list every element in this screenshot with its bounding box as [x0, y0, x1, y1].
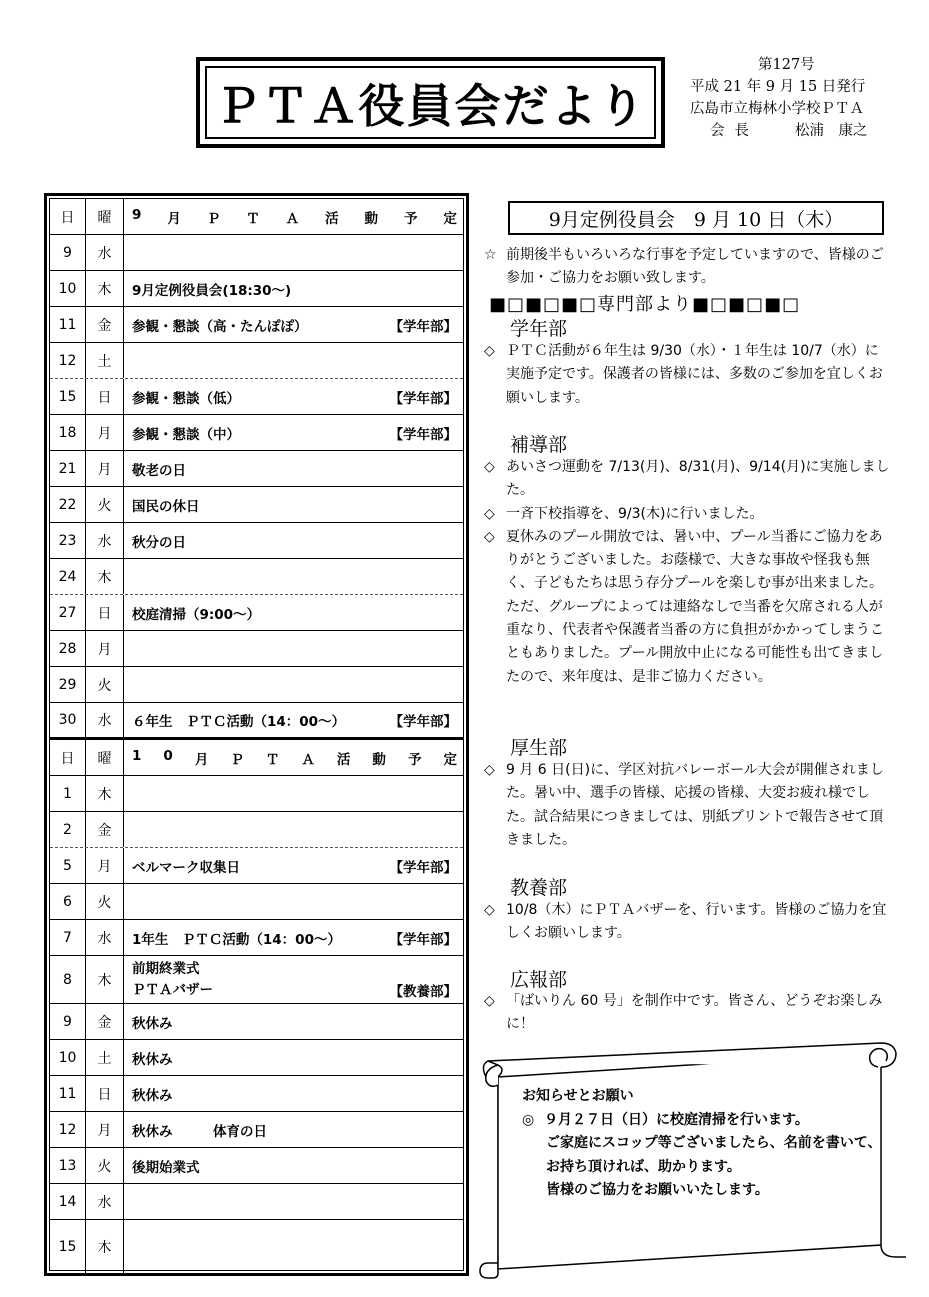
row-day: 23: [50, 523, 86, 558]
row-weekday: 日: [86, 1076, 124, 1111]
header-title: [124, 740, 463, 775]
schedule-row: [50, 1184, 463, 1220]
row-day: 29: [50, 667, 86, 702]
schedule-row: [50, 595, 463, 631]
row-day: 12: [50, 1112, 86, 1147]
october-header-row: [50, 740, 463, 776]
header-title-char: 動: [372, 751, 386, 768]
row-event-cell: [124, 1004, 463, 1039]
row-weekday: 月: [86, 848, 124, 883]
row-day: 11: [50, 307, 86, 342]
row-event: 参観・懇談（高・たんぽぽ）: [132, 318, 308, 335]
header-day-label: 日: [50, 199, 86, 234]
row-weekday: 月: [86, 631, 124, 666]
row-event-cell: [124, 595, 463, 630]
row-day: 5: [50, 848, 86, 883]
row-event: 参観・懇談（中）: [132, 426, 240, 443]
header-weekday-label: 曜: [86, 199, 124, 234]
header-day-label: 日: [50, 740, 86, 775]
header-weekday-label: 曜: [86, 740, 124, 775]
row-event-line1: 前期終業式: [132, 961, 200, 977]
dept-item: [484, 340, 892, 410]
notice-line1: ９月２７日（日）に校庭清掃を行います。: [544, 1111, 809, 1128]
header-title-char: 予: [403, 210, 418, 227]
row-weekday: 水: [86, 703, 124, 737]
header-title-char: 月: [167, 210, 181, 227]
row-weekday: 水: [86, 523, 124, 558]
row-event-cell: [124, 451, 463, 486]
dept-list-hodo: [484, 456, 892, 689]
dept-item-text: 夏休みのプール開放では、暑い中、プール当番にご協力をありがとうございました。お蔭様で、大きな事故や怪我も無く、子どもたちは思う存分プールを楽しむ事が出来ました。ただ、グループによっては連絡なしで当番を欠席される人が重なり、代表者や保護者当番の方に負担がかかってしまうこともありました。プール開放中止になる可能性も出てきましたので、来年度は、是非ご協力ください。: [506, 528, 884, 685]
row-weekday: 土: [86, 343, 124, 378]
schedule-row: [50, 1004, 463, 1040]
row-event-cell: [124, 235, 463, 270]
row-event-cell: [124, 487, 463, 522]
row-weekday: 月: [86, 415, 124, 450]
september-header-row: [50, 199, 463, 235]
row-event: 9月定例役員会(18:30～): [132, 282, 292, 299]
dept-item-text: 10/8（木）にＰＴＡバザーを、行います。皆様のご協力を宜しくお願いします。: [506, 902, 887, 942]
schedule-row: [50, 956, 463, 1004]
header-title-char: 予: [407, 751, 422, 768]
row-weekday: 木: [86, 559, 124, 594]
dept-item-text: 「ばいりん 60 号」を制作中です。皆さん、どうぞお楽しみに！: [506, 993, 883, 1033]
row-event-cell: [124, 1040, 463, 1075]
row-event: 国民の休日: [132, 498, 200, 515]
row-event: 秋休み 体育の日: [132, 1123, 267, 1140]
schedule-row: [50, 1040, 463, 1076]
notice-line3: 皆様のご協力をお願いいたします。: [546, 1182, 769, 1198]
row-day: 9: [50, 235, 86, 270]
row-department-tag: 【学年部】: [389, 931, 457, 948]
row-event-cell: [124, 703, 463, 737]
row-event-cell: [124, 271, 463, 306]
row-event-cell: [124, 1220, 463, 1274]
row-event: 後期始業式: [132, 1159, 200, 1176]
row-day: 8: [50, 956, 86, 1003]
row-event-cell: [124, 1148, 463, 1183]
row-weekday: 水: [86, 1184, 124, 1219]
header-title-char: 0: [163, 747, 173, 764]
header-title-char: 1: [132, 747, 142, 764]
row-event-cell: [124, 415, 463, 450]
notice-line2: ご家庭にスコップ等ございましたら、名前を書いて、お持ち頂ければ、助かります。: [546, 1135, 882, 1175]
row-weekday: 日: [86, 595, 124, 630]
dept-heading-koho: 広報部: [510, 969, 568, 991]
issue-number: 第127号: [758, 57, 815, 73]
dept-item: [484, 526, 892, 689]
row-day: 10: [50, 271, 86, 306]
schedule-row: [50, 1148, 463, 1184]
schedule-row: [50, 487, 463, 523]
schedule-row: [50, 559, 463, 595]
dept-heading-hodo: 補導部: [510, 434, 568, 456]
row-event-cell: [124, 667, 463, 702]
row-weekday: 火: [86, 1148, 124, 1183]
meeting-intro-text: 前期後半もいろいろな行事を予定していますので、皆様のご参加・ご協力をお願い致します。: [506, 247, 884, 287]
diamond-icon: ◇: [484, 343, 495, 359]
chair-line: [690, 120, 915, 142]
schedule-table: [44, 193, 469, 1276]
row-day: 7: [50, 920, 86, 955]
row-event: 校庭清掃（9:00～）: [132, 606, 261, 623]
row-weekday: 火: [86, 884, 124, 919]
departments-banner: ■□■□■□専門部より■□■□■□: [489, 294, 801, 315]
schedule-row: [50, 920, 463, 956]
row-event-cell: [124, 307, 463, 342]
header-title-char: 活: [325, 210, 339, 227]
schedule-row: [50, 884, 463, 920]
row-weekday: 月: [86, 451, 124, 486]
row-event: 秋分の日: [132, 534, 186, 551]
schedule-row: [50, 848, 463, 884]
title-box: [196, 57, 665, 148]
row-event-line2: ＰＴＡバザー: [132, 982, 213, 998]
page-title: ＰＴＡ役員会だより: [214, 78, 647, 133]
schedule-row: [50, 415, 463, 451]
header-title-char: 動: [364, 210, 379, 227]
schedule-row: [50, 343, 463, 379]
star-icon: ☆: [484, 247, 497, 263]
row-event: 秋休み: [132, 1087, 173, 1104]
row-event: 秋休み: [132, 1015, 173, 1032]
row-event-cell: [124, 1076, 463, 1111]
row-day: 24: [50, 559, 86, 594]
dept-item-text: 9 月 6 日(日)に、学区対抗バレーボール大会が開催されました。暑い中、選手の皆様、応援の皆様、大変お疲れ様でした。試合結果につきましては、別紙プリントで報告させて頂きました。: [506, 762, 884, 848]
row-event: ベルマーク収集日: [132, 859, 240, 876]
row-department-tag: 【学年部】: [389, 426, 457, 443]
dept-list-kyoyo: [484, 899, 892, 946]
chair-title: 会長: [710, 123, 759, 139]
header-title-char: 月: [194, 751, 209, 768]
header-title-char: Ｐ: [230, 751, 244, 768]
header-title-char: 活: [336, 751, 351, 768]
row-day: 10: [50, 1040, 86, 1075]
diamond-icon: ◇: [484, 459, 495, 475]
schedule-table-inner: [49, 198, 464, 1271]
meeting-intro: [484, 244, 892, 291]
header-title: [124, 199, 463, 234]
row-day: 22: [50, 487, 86, 522]
schedule-row: [50, 1112, 463, 1148]
row-day: 2: [50, 812, 86, 847]
schedule-row: [50, 776, 463, 812]
notice-title: お知らせとお願い: [522, 1088, 634, 1104]
publication-info: [690, 54, 915, 142]
row-weekday: 火: [86, 667, 124, 702]
row-event-cell: [124, 812, 463, 847]
row-day: 27: [50, 595, 86, 630]
row-weekday: 木: [86, 271, 124, 306]
header-title-char: Ｔ: [246, 210, 260, 227]
meeting-title-box: 9月定例役員会 9 月 10 日（木）: [508, 201, 884, 235]
row-day: 1: [50, 776, 86, 811]
row-day: 14: [50, 1184, 86, 1219]
dept-heading-kosei: 厚生部: [510, 737, 568, 759]
row-weekday: 日: [86, 379, 124, 414]
row-weekday: 水: [86, 920, 124, 955]
row-event-cell: [124, 956, 463, 1003]
row-event: 1年生 ＰＴＣ活動（14：00～）: [132, 931, 341, 948]
schedule-row: [50, 235, 463, 271]
row-event-cell: [124, 776, 463, 811]
row-weekday: 木: [86, 776, 124, 811]
row-day: 28: [50, 631, 86, 666]
diamond-icon: ◇: [484, 505, 495, 522]
header-title-char: Ａ: [285, 210, 300, 227]
schedule-row: [50, 703, 463, 740]
row-day: 12: [50, 343, 86, 378]
row-event-cell: [124, 631, 463, 666]
row-day: 15: [50, 379, 86, 414]
title-box-inner: [205, 66, 656, 139]
row-day: 11: [50, 1076, 86, 1111]
notice-box: [522, 1085, 887, 1203]
chair-name: 松浦 康之: [795, 123, 868, 139]
schedule-row: [50, 631, 463, 667]
schedule-row: [50, 523, 463, 559]
row-day: 13: [50, 1148, 86, 1183]
diamond-icon: ◇: [484, 762, 495, 778]
row-department-tag: 【学年部】: [389, 318, 457, 335]
row-event: ６年生 ＰＴＣ活動（14：00～）: [132, 714, 346, 730]
diamond-icon: ◇: [484, 993, 495, 1009]
row-event: 秋休み: [132, 1051, 173, 1068]
schedule-row: [50, 667, 463, 703]
dept-item-text: あいさつ運動を 7/13(月)、8/31(月)、9/14(月)に実施しました。: [506, 459, 890, 499]
schedule-row: [50, 1220, 463, 1274]
dept-list-kosei: [484, 759, 892, 852]
header-title-char: 定: [443, 210, 457, 227]
row-event: 参観・懇談（低）: [132, 390, 240, 407]
row-weekday: 金: [86, 1004, 124, 1039]
row-weekday: 金: [86, 812, 124, 847]
schedule-row: [50, 379, 463, 415]
header-title-char: Ａ: [301, 751, 315, 768]
row-event-cell: [124, 1184, 463, 1219]
header-title-char: Ｐ: [206, 210, 221, 227]
schedule-row: [50, 451, 463, 487]
row-event-cell: [124, 1112, 463, 1147]
header-title-char: 9: [132, 206, 142, 223]
dept-item: [484, 503, 892, 526]
row-event-cell: [124, 379, 463, 414]
row-weekday: 火: [86, 487, 124, 522]
dept-item: [484, 759, 892, 852]
row-event-cell: [124, 884, 463, 919]
row-weekday: 月: [86, 1112, 124, 1147]
schedule-row: [50, 307, 463, 343]
dept-item: [484, 456, 892, 503]
row-department-tag: 【学年部】: [389, 859, 457, 876]
dept-list-gakunen: [484, 340, 892, 410]
double-circle-icon: ◎: [522, 1111, 535, 1128]
dept-item-text: ＰＴＣ活動が６年生は 9/30（水）・１年生は 10/7（水）に実施予定です。保護者の皆様には、多数のご参加を宜しくお願いします。: [506, 343, 883, 406]
dept-heading-kyoyo: 教養部: [510, 877, 568, 899]
row-weekday: 水: [86, 235, 124, 270]
row-day: 18: [50, 415, 86, 450]
row-department-tag: 【学年部】: [389, 390, 457, 407]
schedule-row: [50, 1076, 463, 1112]
row-event-cell: [124, 920, 463, 955]
row-day: 30: [50, 703, 86, 737]
schedule-row: [50, 271, 463, 307]
row-event-cell: [124, 848, 463, 883]
dept-item-text: 一斉下校指導を、9/3(木)に行いました。: [506, 505, 764, 522]
diamond-icon: ◇: [484, 528, 495, 545]
row-event-cell: [124, 343, 463, 378]
row-day: 15: [50, 1220, 86, 1274]
organization: 広島市立梅林小学校ＰＴＡ: [690, 101, 864, 117]
dept-heading-gakunen: 学年部: [510, 318, 568, 340]
row-weekday: 木: [86, 956, 124, 1003]
schedule-row: [50, 812, 463, 848]
header-title-char: Ｔ: [265, 751, 280, 768]
header-title-char: 定: [443, 751, 457, 768]
row-weekday: 金: [86, 307, 124, 342]
row-weekday: 木: [86, 1220, 124, 1274]
row-day: 6: [50, 884, 86, 919]
row-weekday: 土: [86, 1040, 124, 1075]
row-event-cell: [124, 559, 463, 594]
dept-item: [484, 899, 892, 946]
diamond-icon: ◇: [484, 902, 495, 918]
row-day: 21: [50, 451, 86, 486]
row-event: 敬老の日: [132, 462, 186, 479]
row-department-tag: 【教養部】: [389, 984, 457, 1000]
row-day: 9: [50, 1004, 86, 1039]
row-event-cell: [124, 523, 463, 558]
row-department-tag: 【学年部】: [389, 714, 457, 730]
issue-date: 平成 21 年 9 月 15 日発行: [690, 79, 866, 95]
